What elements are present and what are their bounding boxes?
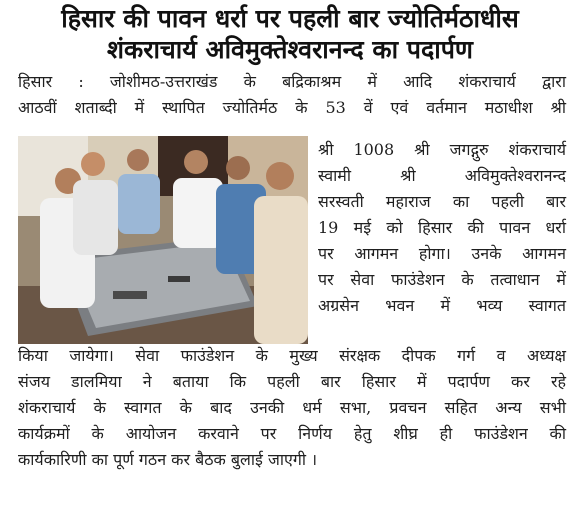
article-line: पर सेवा फाउंडेशन के तत्वाधान में	[318, 270, 566, 289]
article-line: किया जायेगा। सेवा फाउंडेशन के मुख्य संरक्षक दीपक गर्ग व अध्यक्ष	[18, 346, 566, 365]
article-line: हिसार : जोशीमठ-उत्तराखंड के बद्रिकाश्रम में आदि शंकराचार्य द्वारा	[18, 72, 566, 91]
meeting-photo	[18, 136, 308, 344]
article-line: आठवीं शताब्दी में स्थापित ज्योतिर्मठ के 53 वें एवं वर्तमान मठाधीश श्री	[18, 98, 566, 117]
headline-line-1: हिसार की पावन धर्रा पर पहली बार ज्योतिर्मठाधीस	[61, 4, 519, 33]
article-line: स्वामी श्री अविमुक्तेश्वरानन्द	[318, 166, 566, 185]
article-line: पर आगमन होगा। उनके आगमन	[318, 244, 566, 263]
article-line: श्री 1008 श्री जगद्गुरु शंकराचार्य	[318, 140, 566, 159]
article-line: शंकराचार्य के स्वागत के बाद उनकी धर्म सभा, प्रवचन सहित अन्य सभी	[18, 398, 566, 417]
headline-line-2: शंकराचार्य अविमुक्तेश्वरानन्द का पदार्पण	[107, 35, 473, 64]
article-line: कार्यकारिणी का पूर्ण गठन कर बैठक बुलाई जाएगी ।	[18, 450, 318, 469]
article-line: संजय डालमिया ने बताया कि पहली बार हिसार में पदार्पण कर रहे	[18, 372, 566, 391]
article-line: 19 मई को हिसार की पावन धर्रा	[318, 218, 566, 237]
meeting-photo-illustration	[18, 136, 308, 344]
article-line: अग्रसेन भवन में भव्य स्वागत	[318, 296, 566, 315]
article-line: कार्यक्रमों के आयोजन करवाने पर निर्णय हेतु शीघ्र ही फाउंडेशन की	[18, 424, 566, 443]
article-line: सरस्वती महाराज का पहली बार	[318, 192, 566, 211]
